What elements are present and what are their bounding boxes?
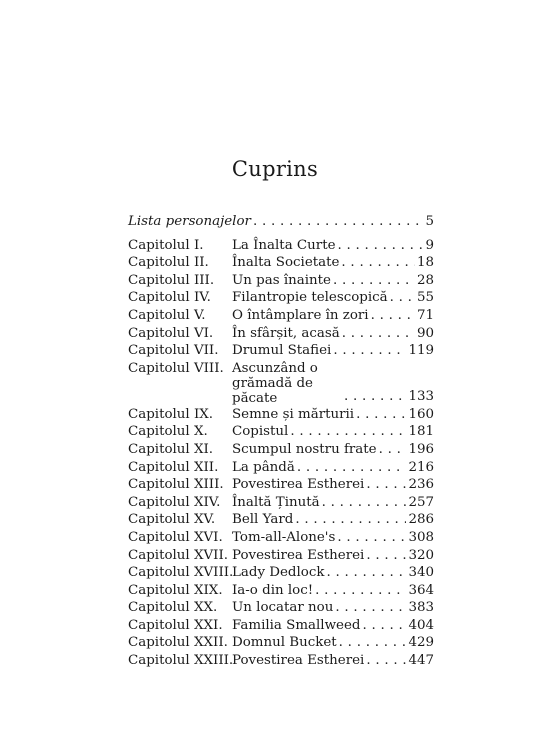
dot-leader — [338, 237, 424, 255]
chapter-title: Un locatar nou — [232, 600, 334, 616]
chapter-title: Semne și mărturii — [232, 406, 355, 422]
chapter-label: Capitolul I. — [128, 237, 204, 253]
page-number: 55 — [416, 290, 434, 306]
chapter-entry — [232, 325, 434, 343]
toc-row — [128, 289, 434, 307]
page-number: 236 — [408, 477, 434, 493]
chapter-label: Capitolul II. — [128, 255, 209, 271]
chapter-label: Capitolul XI. — [128, 441, 214, 457]
page-number: 404 — [408, 617, 434, 633]
chapter-title: Bell Yard — [232, 512, 294, 528]
page-number: 447 — [408, 653, 434, 669]
page-number: 196 — [408, 441, 434, 457]
dot-leader — [333, 272, 415, 290]
page-number: 18 — [416, 255, 434, 271]
toc-row — [128, 307, 434, 325]
chapter-title: Tom-all-Alone's — [232, 529, 336, 545]
toc-row — [128, 254, 434, 272]
chapter-title: Povestirea Estherei — [232, 477, 365, 493]
chapter-title: La pândă — [232, 459, 295, 475]
chapter-label: Capitolul XXI. — [128, 617, 223, 633]
page-number: 364 — [408, 582, 434, 598]
toc-row — [128, 360, 434, 406]
toc-row — [128, 511, 434, 529]
dot-leader — [335, 599, 406, 617]
chapter-entry — [232, 617, 434, 635]
dot-leader — [339, 634, 407, 652]
chapter-title: La Înalta Curte — [232, 237, 336, 253]
toc-row — [128, 325, 434, 343]
chapter-entry — [232, 652, 434, 670]
toc-row — [128, 599, 434, 617]
chapter-label: Capitolul VII. — [128, 343, 219, 359]
intro-label: Lista personajelor — [128, 214, 251, 229]
dot-leader — [297, 459, 407, 477]
table-of-contents — [128, 213, 434, 670]
chapter-title: Copistul — [232, 424, 289, 440]
chapter-label: Capitolul XVIII. — [128, 565, 234, 581]
chapter-entry — [232, 476, 434, 494]
toc-row — [128, 547, 434, 565]
chapter-entry — [232, 441, 434, 459]
dot-leader — [295, 511, 406, 529]
dot-leader — [333, 342, 406, 360]
dot-leader — [322, 494, 407, 512]
chapter-label: Capitolul IV. — [128, 290, 211, 306]
chapter-entry — [232, 511, 434, 529]
toc-row — [128, 617, 434, 635]
page-number: 286 — [408, 512, 434, 528]
chapter-label: Capitolul XIV. — [128, 494, 221, 510]
page-number: 340 — [408, 565, 434, 581]
chapter-title: Drumul Stafiei — [232, 343, 332, 359]
chapter-label: Capitolul XII. — [128, 459, 219, 475]
chapter-title: Lady Dedlock — [232, 565, 325, 581]
chapter-title: Familia Smallweed — [232, 617, 361, 633]
chapter-label: Capitolul IX. — [128, 406, 214, 422]
chapter-label: Capitolul XXIII. — [128, 653, 234, 669]
toc-intro-row — [128, 213, 434, 231]
chapter-entry — [232, 494, 434, 512]
chapter-label: Capitolul XX. — [128, 600, 218, 616]
page-number: 429 — [408, 635, 434, 651]
chapter-entry — [232, 307, 434, 325]
chapter-title: Ia-o din loc! — [232, 582, 314, 598]
dot-leader — [253, 213, 424, 231]
chapter-entry — [232, 289, 434, 307]
page-number: 5 — [425, 214, 434, 229]
chapter-entry — [232, 599, 434, 617]
toc-row — [128, 582, 434, 600]
toc-row — [128, 634, 434, 652]
chapter-title: Scumpul nostru frate — [232, 441, 377, 457]
page-number: 71 — [416, 307, 434, 323]
chapter-title: Domnul Bucket — [232, 635, 337, 651]
dot-leader — [290, 423, 406, 441]
chapter-entry — [232, 634, 434, 652]
dot-leader — [337, 529, 406, 547]
toc-row — [128, 494, 434, 512]
chapter-title: Filantropie telescopică — [232, 290, 388, 306]
page-number: 133 — [408, 389, 434, 405]
dot-leader — [344, 388, 406, 406]
chapter-entry — [232, 254, 434, 272]
chapter-title: Ascunzând o grămadă de păcate — [232, 360, 318, 406]
dot-leader — [366, 476, 406, 494]
chapter-title: Povestirea Estherei — [232, 653, 365, 669]
dot-leader — [366, 547, 406, 565]
dot-leader — [379, 441, 407, 459]
chapter-entry — [232, 237, 434, 255]
toc-row — [128, 406, 434, 424]
page-number: 383 — [408, 600, 434, 616]
chapter-label: Capitolul XIII. — [128, 477, 224, 493]
dot-leader — [356, 406, 406, 424]
chapter-entry — [232, 342, 434, 360]
toc-row — [128, 459, 434, 477]
page-number: 320 — [408, 547, 434, 563]
page-number: 181 — [408, 424, 434, 440]
chapter-label: Capitolul XV. — [128, 512, 216, 528]
chapter-entry — [232, 547, 434, 565]
chapter-label: Capitolul V. — [128, 307, 206, 323]
toc-row — [128, 652, 434, 670]
toc-row — [128, 476, 434, 494]
page-number: 257 — [408, 494, 434, 510]
chapter-entry — [232, 459, 434, 477]
page-number: 308 — [408, 529, 434, 545]
chapter-title: O întâmplare în zori — [232, 307, 369, 323]
dot-leader — [371, 307, 415, 325]
chapter-title: Înaltă Ținută — [232, 494, 320, 510]
dot-leader — [342, 325, 415, 343]
chapter-title: Înalta Societate — [232, 255, 340, 271]
toc-row — [128, 272, 434, 290]
chapter-label: Capitolul XXII. — [128, 635, 228, 651]
chapter-label: Capitolul XVI. — [128, 529, 223, 545]
toc-row — [128, 237, 434, 255]
page-number: 160 — [408, 406, 434, 422]
dot-leader — [362, 617, 406, 635]
page-number: 216 — [408, 459, 434, 475]
dot-leader — [366, 652, 406, 670]
chapter-entry — [232, 529, 434, 547]
page-number: 119 — [408, 343, 434, 359]
toc-row — [128, 529, 434, 547]
toc-row — [128, 342, 434, 360]
chapter-label: Capitolul XVII. — [128, 547, 229, 563]
page-number: 90 — [416, 325, 434, 341]
dot-leader — [341, 254, 415, 272]
chapter-label: Capitolul VIII. — [128, 360, 224, 376]
chapter-label: Capitolul XIX. — [128, 582, 223, 598]
chapter-entry — [232, 406, 434, 424]
chapter-entry — [232, 582, 434, 600]
toc-row — [128, 441, 434, 459]
dot-leader — [315, 582, 406, 600]
toc-row — [128, 423, 434, 441]
dot-leader — [326, 564, 406, 582]
chapter-title: Povestirea Estherei — [232, 547, 365, 563]
chapter-title: În sfârșit, acasă — [232, 325, 340, 341]
chapter-label: Capitolul X. — [128, 424, 208, 440]
page-title: Cuprins — [231, 157, 319, 181]
chapter-entry — [232, 360, 434, 406]
chapter-label: Capitolul III. — [128, 272, 215, 288]
chapter-title: Un pas înainte — [232, 272, 331, 288]
page-number: 9 — [425, 237, 434, 253]
chapter-entry — [232, 272, 434, 290]
chapter-entry — [232, 564, 434, 582]
chapter-label: Capitolul VI. — [128, 325, 214, 341]
chapter-list — [128, 237, 434, 670]
toc-row — [128, 564, 434, 582]
chapter-entry — [232, 423, 434, 441]
page-number: 28 — [416, 272, 434, 288]
dot-leader — [390, 289, 415, 307]
